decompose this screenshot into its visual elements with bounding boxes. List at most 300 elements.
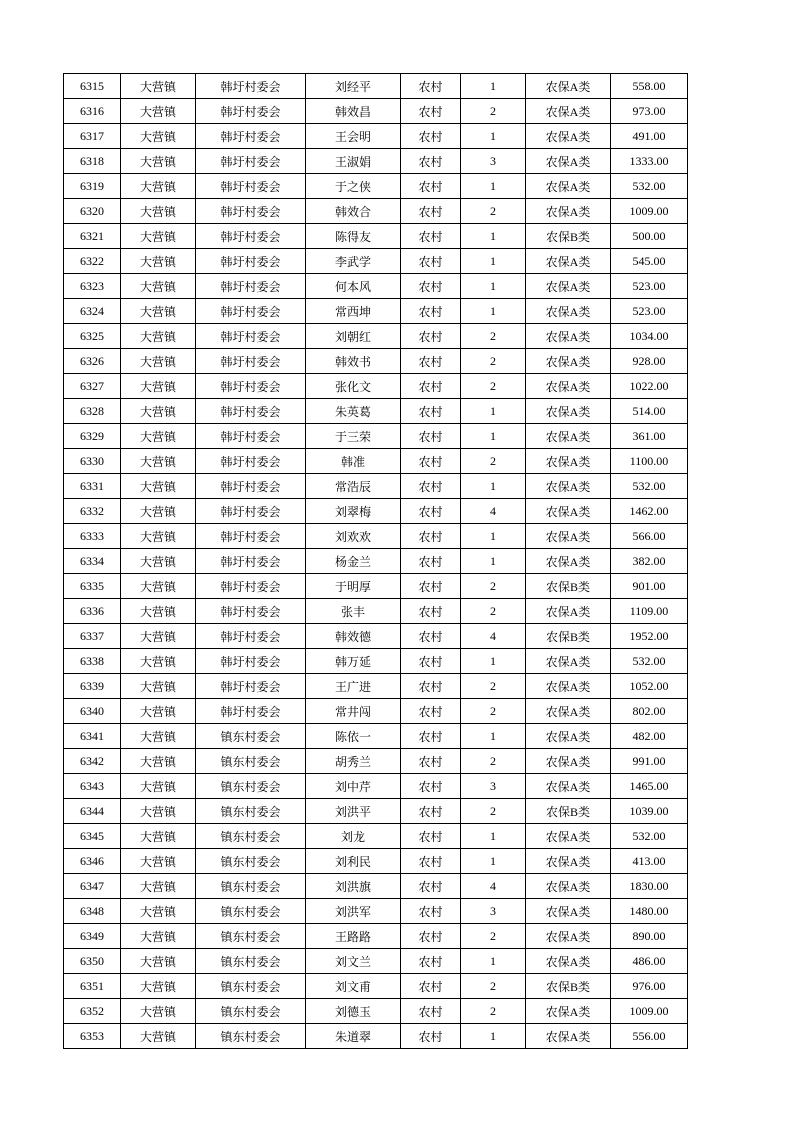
- table-body: [64, 74, 688, 1049]
- table-cell: 刘翠梅: [306, 499, 401, 524]
- table-cell: 农保A类: [526, 424, 611, 449]
- table-cell: 大营镇: [121, 749, 196, 774]
- table-cell: 韩圩村委会: [196, 574, 306, 599]
- table-cell: 农保B类: [526, 974, 611, 999]
- table-cell: 大营镇: [121, 549, 196, 574]
- table-cell: 491.00: [611, 124, 688, 149]
- table-cell: 6322: [64, 249, 121, 274]
- table-cell: 农保A类: [526, 874, 611, 899]
- table-cell: 532.00: [611, 649, 688, 674]
- table-cell: 农保A类: [526, 824, 611, 849]
- table-cell: 6334: [64, 549, 121, 574]
- table-cell: 农保A类: [526, 499, 611, 524]
- table-row: [64, 374, 688, 399]
- table-cell: 976.00: [611, 974, 688, 999]
- table-cell: 3: [461, 149, 526, 174]
- table-cell: 大营镇: [121, 124, 196, 149]
- table-cell: 常浩辰: [306, 474, 401, 499]
- table-cell: 农村: [401, 149, 461, 174]
- table-cell: 556.00: [611, 1024, 688, 1049]
- table-cell: 韩圩村委会: [196, 199, 306, 224]
- table-cell: 韩效昌: [306, 99, 401, 124]
- table-cell: 1: [461, 274, 526, 299]
- table-cell: 大营镇: [121, 599, 196, 624]
- table-row: [64, 599, 688, 624]
- table-cell: 6328: [64, 399, 121, 424]
- table-cell: 2: [461, 449, 526, 474]
- table-cell: 大营镇: [121, 624, 196, 649]
- table-cell: 大营镇: [121, 274, 196, 299]
- table-cell: 农保A类: [526, 849, 611, 874]
- table-cell: 大营镇: [121, 249, 196, 274]
- table-cell: 大营镇: [121, 449, 196, 474]
- table-cell: 农村: [401, 174, 461, 199]
- table-cell: 901.00: [611, 574, 688, 599]
- table-cell: 农村: [401, 849, 461, 874]
- table-cell: 991.00: [611, 749, 688, 774]
- table-cell: 农保A类: [526, 349, 611, 374]
- table-cell: 刘朝红: [306, 324, 401, 349]
- table-row: [64, 824, 688, 849]
- table-cell: 大营镇: [121, 299, 196, 324]
- table-cell: 农保A类: [526, 299, 611, 324]
- table-cell: 韩圩村委会: [196, 549, 306, 574]
- table-cell: 大营镇: [121, 999, 196, 1024]
- table-cell: 韩圩村委会: [196, 599, 306, 624]
- table-cell: 大营镇: [121, 349, 196, 374]
- table-row: [64, 524, 688, 549]
- table-row: [64, 224, 688, 249]
- table-cell: 韩圩村委会: [196, 99, 306, 124]
- table-row: [64, 299, 688, 324]
- table-row: [64, 999, 688, 1024]
- table-cell: 2: [461, 349, 526, 374]
- table-cell: 482.00: [611, 724, 688, 749]
- table-cell: 韩圩村委会: [196, 474, 306, 499]
- table-cell: 韩圩村委会: [196, 274, 306, 299]
- table-cell: 农村: [401, 424, 461, 449]
- table-cell: 6347: [64, 874, 121, 899]
- table-cell: 韩圩村委会: [196, 149, 306, 174]
- table-cell: 大营镇: [121, 1024, 196, 1049]
- table-cell: 928.00: [611, 349, 688, 374]
- table-cell: 1: [461, 824, 526, 849]
- table-cell: 农保A类: [526, 124, 611, 149]
- table-cell: 532.00: [611, 824, 688, 849]
- table-cell: 韩效书: [306, 349, 401, 374]
- table-cell: 1: [461, 949, 526, 974]
- table-cell: 大营镇: [121, 174, 196, 199]
- table-cell: 农保A类: [526, 599, 611, 624]
- table-cell: 镇东村委会: [196, 974, 306, 999]
- table-cell: 农村: [401, 549, 461, 574]
- table-cell: 韩圩村委会: [196, 374, 306, 399]
- table-row: [64, 449, 688, 474]
- table-cell: 农村: [401, 749, 461, 774]
- table-cell: 6315: [64, 74, 121, 99]
- table-cell: 1: [461, 524, 526, 549]
- table-cell: 刘洪平: [306, 799, 401, 824]
- table-cell: 大营镇: [121, 699, 196, 724]
- table-cell: 韩圩村委会: [196, 324, 306, 349]
- table-cell: 6353: [64, 1024, 121, 1049]
- table-cell: 陈得友: [306, 224, 401, 249]
- table-cell: 1333.00: [611, 149, 688, 174]
- table-cell: 农村: [401, 299, 461, 324]
- table-cell: 农村: [401, 774, 461, 799]
- table-cell: 大营镇: [121, 424, 196, 449]
- table-cell: 大营镇: [121, 799, 196, 824]
- table-cell: 大营镇: [121, 374, 196, 399]
- table-cell: 6317: [64, 124, 121, 149]
- table-cell: 大营镇: [121, 874, 196, 899]
- table-cell: 973.00: [611, 99, 688, 124]
- table-cell: 刘洪旗: [306, 874, 401, 899]
- table-cell: 于之侠: [306, 174, 401, 199]
- table-cell: 镇东村委会: [196, 899, 306, 924]
- table-cell: 农保A类: [526, 149, 611, 174]
- table-row: [64, 424, 688, 449]
- table-cell: 刘中芹: [306, 774, 401, 799]
- table-cell: 523.00: [611, 299, 688, 324]
- table-cell: 6325: [64, 324, 121, 349]
- table-row: [64, 474, 688, 499]
- table-cell: 韩圩村委会: [196, 74, 306, 99]
- table-cell: 6329: [64, 424, 121, 449]
- table-row: [64, 174, 688, 199]
- table-cell: 大营镇: [121, 574, 196, 599]
- table-cell: 杨金兰: [306, 549, 401, 574]
- table-cell: 6345: [64, 824, 121, 849]
- table-cell: 1: [461, 399, 526, 424]
- table-cell: 刘经平: [306, 74, 401, 99]
- table-cell: 农保A类: [526, 749, 611, 774]
- table-cell: 农保A类: [526, 474, 611, 499]
- table-row: [64, 274, 688, 299]
- table-row: [64, 849, 688, 874]
- table-cell: 农保A类: [526, 524, 611, 549]
- table-cell: 农保A类: [526, 899, 611, 924]
- table-cell: 韩圩村委会: [196, 524, 306, 549]
- table-cell: 413.00: [611, 849, 688, 874]
- benefits-table: [63, 73, 688, 1049]
- table-cell: 农村: [401, 524, 461, 549]
- table-cell: 刘文兰: [306, 949, 401, 974]
- table-cell: 566.00: [611, 524, 688, 549]
- table-cell: 2: [461, 574, 526, 599]
- table-cell: 于三荣: [306, 424, 401, 449]
- table-cell: 胡秀兰: [306, 749, 401, 774]
- table-cell: 刘德玉: [306, 999, 401, 1024]
- table-cell: 2: [461, 924, 526, 949]
- table-cell: 大营镇: [121, 899, 196, 924]
- table-cell: 农村: [401, 974, 461, 999]
- table-cell: 大营镇: [121, 399, 196, 424]
- table-row: [64, 74, 688, 99]
- table-cell: 558.00: [611, 74, 688, 99]
- table-cell: 4: [461, 874, 526, 899]
- table-row: [64, 99, 688, 124]
- table-cell: 1034.00: [611, 324, 688, 349]
- table-cell: 514.00: [611, 399, 688, 424]
- table-cell: 农村: [401, 399, 461, 424]
- table-cell: 4: [461, 624, 526, 649]
- table-cell: 农村: [401, 999, 461, 1024]
- table-cell: 农保A类: [526, 74, 611, 99]
- table-cell: 韩圩村委会: [196, 299, 306, 324]
- table-cell: 韩圩村委会: [196, 399, 306, 424]
- table-cell: 1052.00: [611, 674, 688, 699]
- table-cell: 农村: [401, 374, 461, 399]
- table-cell: 1: [461, 224, 526, 249]
- table-cell: 农村: [401, 699, 461, 724]
- table-cell: 大营镇: [121, 524, 196, 549]
- table-cell: 2: [461, 974, 526, 999]
- table-cell: 1462.00: [611, 499, 688, 524]
- table-cell: 6352: [64, 999, 121, 1024]
- table-cell: 2: [461, 799, 526, 824]
- table-cell: 镇东村委会: [196, 799, 306, 824]
- table-cell: 1: [461, 849, 526, 874]
- table-cell: 刘利民: [306, 849, 401, 874]
- table-cell: 6319: [64, 174, 121, 199]
- table-row: [64, 349, 688, 374]
- table-cell: 6335: [64, 574, 121, 599]
- table-cell: 镇东村委会: [196, 999, 306, 1024]
- table-cell: 朱英葛: [306, 399, 401, 424]
- table-cell: 农保A类: [526, 399, 611, 424]
- table-cell: 农村: [401, 99, 461, 124]
- table-cell: 6346: [64, 849, 121, 874]
- table-cell: 361.00: [611, 424, 688, 449]
- table-cell: 农保A类: [526, 774, 611, 799]
- table-cell: 大营镇: [121, 74, 196, 99]
- table-cell: 6330: [64, 449, 121, 474]
- table-cell: 农保A类: [526, 199, 611, 224]
- table-row: [64, 249, 688, 274]
- table-cell: 农村: [401, 474, 461, 499]
- table-row: [64, 749, 688, 774]
- table-cell: 韩万延: [306, 649, 401, 674]
- table-cell: 1009.00: [611, 999, 688, 1024]
- table-row: [64, 949, 688, 974]
- table-cell: 王会明: [306, 124, 401, 149]
- table-cell: 镇东村委会: [196, 1024, 306, 1049]
- table-cell: 韩圩村委会: [196, 699, 306, 724]
- table-cell: 刘欢欢: [306, 524, 401, 549]
- table-cell: 3: [461, 774, 526, 799]
- table-cell: 1: [461, 549, 526, 574]
- table-cell: 1: [461, 299, 526, 324]
- table-cell: 镇东村委会: [196, 824, 306, 849]
- table-cell: 6343: [64, 774, 121, 799]
- table-cell: 张化文: [306, 374, 401, 399]
- table-row: [64, 724, 688, 749]
- table-cell: 大营镇: [121, 499, 196, 524]
- table-cell: 6320: [64, 199, 121, 224]
- table-cell: 523.00: [611, 274, 688, 299]
- table-cell: 王淑娟: [306, 149, 401, 174]
- table-cell: 王路路: [306, 924, 401, 949]
- table-cell: 1022.00: [611, 374, 688, 399]
- table-cell: 大营镇: [121, 849, 196, 874]
- table-row: [64, 874, 688, 899]
- table-cell: 2: [461, 199, 526, 224]
- table-cell: 大营镇: [121, 149, 196, 174]
- table-cell: 1: [461, 649, 526, 674]
- table-cell: 农村: [401, 1024, 461, 1049]
- table-row: [64, 149, 688, 174]
- table-cell: 韩效德: [306, 624, 401, 649]
- table-cell: 6338: [64, 649, 121, 674]
- table-cell: 镇东村委会: [196, 949, 306, 974]
- table-cell: 刘洪军: [306, 899, 401, 924]
- table-cell: 2: [461, 324, 526, 349]
- table-cell: 韩圩村委会: [196, 124, 306, 149]
- table-cell: 2: [461, 999, 526, 1024]
- table-cell: 382.00: [611, 549, 688, 574]
- table-cell: 朱道翠: [306, 1024, 401, 1049]
- table-cell: 6316: [64, 99, 121, 124]
- table-cell: 6323: [64, 274, 121, 299]
- table-cell: 6333: [64, 524, 121, 549]
- table-cell: 1: [461, 474, 526, 499]
- table-cell: 545.00: [611, 249, 688, 274]
- table-cell: 农保A类: [526, 174, 611, 199]
- table-cell: 韩圩村委会: [196, 624, 306, 649]
- table-cell: 农村: [401, 599, 461, 624]
- table-cell: 6318: [64, 149, 121, 174]
- table-cell: 于明厚: [306, 574, 401, 599]
- table-cell: 大营镇: [121, 649, 196, 674]
- table-cell: 农村: [401, 624, 461, 649]
- table-cell: 李武学: [306, 249, 401, 274]
- table-cell: 532.00: [611, 174, 688, 199]
- table-row: [64, 574, 688, 599]
- table-cell: 500.00: [611, 224, 688, 249]
- table-row: [64, 624, 688, 649]
- table-cell: 农村: [401, 949, 461, 974]
- table-cell: 6321: [64, 224, 121, 249]
- table-cell: 802.00: [611, 699, 688, 724]
- table-cell: 农保A类: [526, 549, 611, 574]
- table-cell: 1465.00: [611, 774, 688, 799]
- table-cell: 农保A类: [526, 324, 611, 349]
- table-cell: 1: [461, 249, 526, 274]
- table-row: [64, 399, 688, 424]
- table-cell: 韩圩村委会: [196, 449, 306, 474]
- table-cell: 韩圩村委会: [196, 649, 306, 674]
- table-cell: 1480.00: [611, 899, 688, 924]
- table-cell: 农村: [401, 224, 461, 249]
- table-cell: 6337: [64, 624, 121, 649]
- table-cell: 486.00: [611, 949, 688, 974]
- table-row: [64, 774, 688, 799]
- table-cell: 农保B类: [526, 799, 611, 824]
- table-cell: 1100.00: [611, 449, 688, 474]
- table-cell: 农村: [401, 674, 461, 699]
- table-cell: 农保A类: [526, 249, 611, 274]
- table-cell: 6348: [64, 899, 121, 924]
- table-cell: 2: [461, 99, 526, 124]
- table-cell: 农保A类: [526, 724, 611, 749]
- table-cell: 韩效合: [306, 199, 401, 224]
- table-cell: 农保A类: [526, 274, 611, 299]
- table-cell: 韩圩村委会: [196, 224, 306, 249]
- table-cell: 农村: [401, 874, 461, 899]
- table-row: [64, 549, 688, 574]
- table-cell: 农村: [401, 199, 461, 224]
- table-cell: 1009.00: [611, 199, 688, 224]
- table-cell: 1109.00: [611, 599, 688, 624]
- table-cell: 何本风: [306, 274, 401, 299]
- table-cell: 农保A类: [526, 699, 611, 724]
- table-row: [64, 674, 688, 699]
- table-cell: 6327: [64, 374, 121, 399]
- table-cell: 农村: [401, 649, 461, 674]
- table-cell: 6332: [64, 499, 121, 524]
- table-cell: 农保A类: [526, 674, 611, 699]
- table-cell: 1: [461, 724, 526, 749]
- table-cell: 6339: [64, 674, 121, 699]
- table-cell: 1: [461, 124, 526, 149]
- table-cell: 镇东村委会: [196, 774, 306, 799]
- table-cell: 大营镇: [121, 224, 196, 249]
- table-cell: 镇东村委会: [196, 849, 306, 874]
- table-cell: 农村: [401, 724, 461, 749]
- table-cell: 532.00: [611, 474, 688, 499]
- table-cell: 6341: [64, 724, 121, 749]
- table-cell: 2: [461, 699, 526, 724]
- table-cell: 农保B类: [526, 574, 611, 599]
- table-cell: 6331: [64, 474, 121, 499]
- table-row: [64, 799, 688, 824]
- table-cell: 农村: [401, 824, 461, 849]
- table-cell: 镇东村委会: [196, 874, 306, 899]
- table-cell: 1: [461, 74, 526, 99]
- table-cell: 大营镇: [121, 724, 196, 749]
- table-row: [64, 699, 688, 724]
- table-cell: 农保A类: [526, 924, 611, 949]
- table-cell: 6340: [64, 699, 121, 724]
- table-cell: 农保A类: [526, 449, 611, 474]
- table-cell: 6344: [64, 799, 121, 824]
- table-cell: 刘龙: [306, 824, 401, 849]
- table-cell: 6351: [64, 974, 121, 999]
- table-cell: 大营镇: [121, 774, 196, 799]
- table-cell: 4: [461, 499, 526, 524]
- table-cell: 农村: [401, 349, 461, 374]
- table-cell: 大营镇: [121, 199, 196, 224]
- table-cell: 1: [461, 1024, 526, 1049]
- table-cell: 1952.00: [611, 624, 688, 649]
- table-row: [64, 924, 688, 949]
- table-cell: 农村: [401, 899, 461, 924]
- table-cell: 韩圩村委会: [196, 424, 306, 449]
- table-row: [64, 324, 688, 349]
- table-cell: 1: [461, 174, 526, 199]
- table-cell: 6342: [64, 749, 121, 774]
- table-cell: 农保A类: [526, 949, 611, 974]
- table-cell: 6336: [64, 599, 121, 624]
- table-cell: 农保A类: [526, 649, 611, 674]
- table-cell: 常井闯: [306, 699, 401, 724]
- table-cell: 镇东村委会: [196, 724, 306, 749]
- table-cell: 大营镇: [121, 99, 196, 124]
- table-cell: 农村: [401, 449, 461, 474]
- table-cell: 1830.00: [611, 874, 688, 899]
- table-cell: 2: [461, 599, 526, 624]
